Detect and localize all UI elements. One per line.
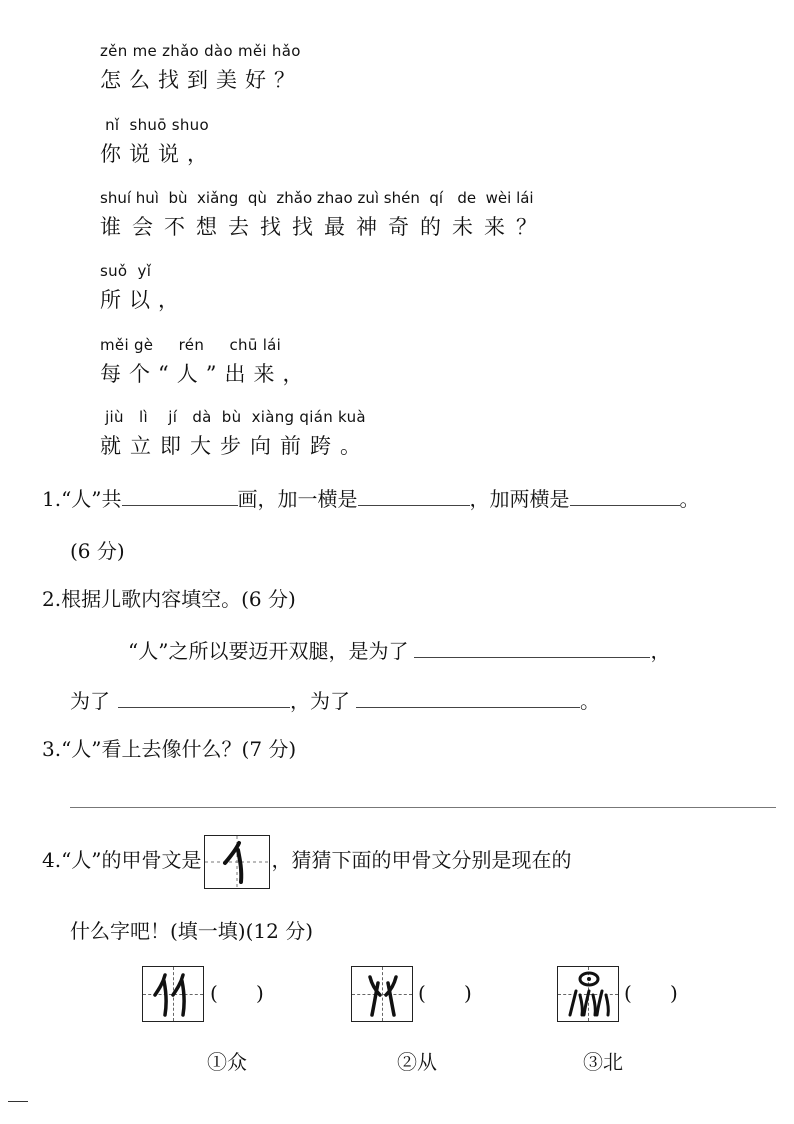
oracle-answer-1[interactable]: ( ) [210,981,264,1005]
poem-line-6: 就立即大步向前跨。 [100,434,370,458]
q1-text-b: 画，加一横是 [237,487,358,511]
poem-line-3: 谁会不想去找找最神奇的未来？ [100,215,548,239]
poem-pinyin-2: nǐ shuō shuo [100,116,209,134]
oracle-box-1 [142,966,204,1022]
q1-blank-two-strokes[interactable] [570,485,680,506]
question-4-line-2: 什么字吧！(填一填)(12 分) [70,919,314,943]
q1-score: (6 分) [70,539,125,563]
q1-blank-strokes[interactable] [122,485,238,506]
poem-pinyin-3: shuí huì bù xiǎng qù zhǎo zhao zuì shén qí de wèi lái [100,189,534,207]
oracle-ren-icon [205,836,269,888]
choice-zhong: ①众 [207,1050,247,1074]
q2-line2-b: ，为了 [290,689,350,713]
q2-line-1 [128,635,670,664]
oracle-bei-icon [352,967,414,1023]
poem-pinyin-6: jiù lì jí dà bù xiàng qián kuà [100,408,366,426]
q2-line-2 [70,685,600,714]
question-2-title: 2.根据儿歌内容填空。(6 分) [42,587,296,611]
poem-line-4: 所以， [100,288,187,312]
q2-blank-1[interactable] [414,637,650,658]
oracle-cong-icon [143,967,205,1023]
question-4-line-1 [42,832,572,889]
poem-line-5: 每个“人”出来， [100,362,312,386]
q1-text-a: 1.“人”共 [42,487,122,511]
oracle-box-2 [351,966,413,1022]
poem-line-1: 怎么找到美好？ [100,68,303,92]
oracle-box-3 [557,966,619,1022]
question-1 [42,483,700,512]
q4-text-a: 4.“人”的甲骨文是 [42,848,202,872]
q3-answer-line[interactable] [70,807,776,808]
q4-text-b: ，猜猜下面的甲骨文分别是现在的 [271,848,572,872]
poem-pinyin-5: měi gè rén chū lái [100,336,282,354]
question-3-title: 3.“人”看上去像什么？(7 分) [42,737,297,761]
q2-line1-end: ， [650,639,671,663]
q1-text-d: 。 [679,487,700,511]
page-edge-mark [8,1101,28,1102]
oracle-answer-2[interactable]: ( ) [418,981,472,1005]
poem-pinyin-4: suǒ yǐ [100,262,152,280]
q2-line2-a: 为了 [70,689,110,713]
poem-line-2: 你说说， [100,142,216,166]
poem-pinyin-1: zěn me zhǎo dào měi hǎo [100,42,301,60]
q2-blank-3[interactable] [356,687,580,708]
q2-line1-text: “人”之所以要迈开双腿，是为了 [128,639,409,663]
oracle-answer-3[interactable]: ( ) [624,981,678,1005]
choice-bei: ③北 [583,1050,623,1074]
oracle-zhong-icon [558,967,620,1023]
q2-line2-end: 。 [580,689,600,713]
oracle-ren-glyph-box [204,835,270,889]
q1-text-c: ，加两横是 [469,487,570,511]
choice-cong: ②从 [397,1050,437,1074]
q2-blank-2[interactable] [118,687,290,708]
q1-blank-one-stroke[interactable] [358,485,470,506]
